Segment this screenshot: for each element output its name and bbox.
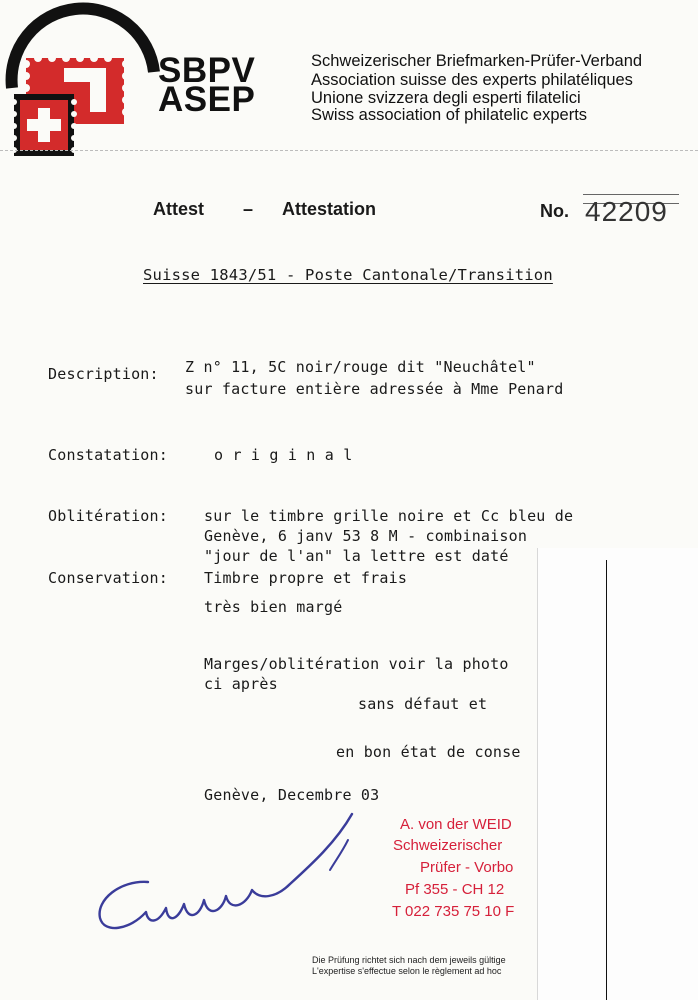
stamp-line-board: Prüfer - Vorbo	[420, 859, 514, 876]
swiss-cross-stamp-logo	[4, 2, 160, 178]
acronym-asep: ASEP	[158, 80, 256, 119]
marges-line-2: ci après	[204, 675, 278, 693]
constatation-label: Constatation:	[48, 446, 168, 464]
number-label: No.	[540, 201, 569, 221]
obliteration-line-2: Genève, 6 janv 53 8 M - combinaison	[204, 527, 528, 545]
conservation-line-1: Timbre propre et frais	[204, 569, 408, 587]
certificate-number: 42209	[585, 196, 668, 227]
attest-title: Attest	[153, 199, 205, 219]
description-line-2: sur facture entière adressée à Mme Penard	[185, 380, 564, 398]
org-name-en: Swiss association of philatelic experts	[311, 106, 588, 124]
org-name-fr: Association suisse des experts philatéliques	[311, 71, 633, 89]
strip-edge-line	[606, 560, 607, 1000]
title-dash: –	[243, 199, 254, 219]
stamp-line-name: A. von der WEID	[400, 816, 512, 833]
obliteration-line-3: "jour de l'an" la lettre est daté	[204, 547, 509, 565]
description-label: Description:	[48, 365, 159, 383]
bon-etat-text: en bon état de conse	[336, 743, 521, 761]
footer-line-de: Die Prüfung richtet sich nach dem jeweils gültige	[312, 955, 506, 965]
acronym-sbpv: SBPV	[158, 51, 256, 90]
handwritten-signature	[90, 800, 450, 950]
conservation-line-2: très bien margé	[204, 598, 343, 616]
paper-overlay-strip	[537, 548, 698, 1000]
sans-defaut-text: sans défaut et	[358, 695, 488, 713]
stamp-line-org: Schweizerischer	[393, 837, 503, 854]
stamp-line-phone: T 022 735 75 10 F	[392, 903, 515, 920]
obliteration-label: Oblitération:	[48, 507, 168, 525]
org-name-de: Schweizerischer Briefmarken-Prüfer-Verband	[311, 52, 643, 70]
attestation-title: Attestation	[282, 199, 376, 219]
marges-line-1: Marges/oblitération voir la photo	[204, 655, 509, 673]
conservation-label: Conservation:	[48, 569, 168, 587]
stamp-line-address: Pf 355 - CH 12	[405, 881, 505, 898]
footer-line-fr: L'expertise s'effectue selon le règlement ad hoc	[312, 966, 502, 976]
obliteration-line-1: sur le timbre grille noire et Cc bleu de	[204, 507, 574, 525]
place-date: Genève, Decembre 03	[204, 786, 380, 804]
org-name-it: Unione svizzera degli esperti filatelici	[311, 89, 581, 107]
certificate-subject: Suisse 1843/51 - Poste Cantonale/Transition	[143, 266, 553, 284]
constatation-value: o r i g i n a l	[214, 446, 353, 464]
description-line-1: Z n° 11, 5C noir/rouge dit "Neuchâtel"	[185, 358, 536, 376]
header-divider	[0, 150, 698, 151]
